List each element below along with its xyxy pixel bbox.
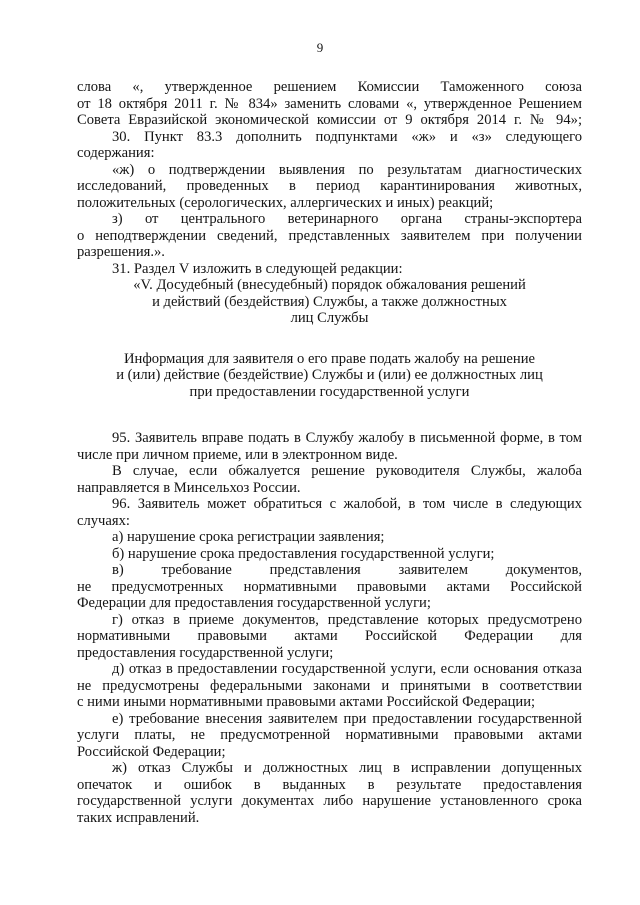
- text-line: положительных (серологических, аллергических и иных) реакций;: [77, 194, 494, 211]
- list-item: г) отказ в приеме документов, представление которых предусмотрено: [112, 611, 582, 628]
- section-title: и действий (бездействия) Службы, а также должностных: [152, 293, 507, 310]
- list-item: е) требование внесения заявителем при предоставлении государственной: [112, 710, 582, 727]
- text-line: с ними иными нормативными правовыми актами Российской Федерации;: [77, 694, 536, 710]
- text-line: 31. Раздел V изложить в следующей редакции:: [112, 260, 403, 277]
- text-line: Совета Евразийской экономической комиссии от 9 октября 2014 г. № 94»;: [77, 112, 582, 128]
- text-line: содержания:: [77, 145, 155, 161]
- text-line: о неподтверждении сведений, представленных заявителем при получении: [77, 227, 582, 244]
- list-item: б) нарушение срока предоставления государственной услуги;: [112, 545, 495, 562]
- text-line: разрешения.».: [77, 244, 165, 260]
- list-item: а) нарушение срока регистрации заявления;: [112, 529, 385, 545]
- text-line: от 18 октября 2011 г. № 834» заменить словами «, утвержденное Решением: [77, 95, 582, 112]
- text-line: Российской Федерации;: [77, 743, 226, 760]
- text-line: слова «, утвержденное решением Комиссии Таможенного союза: [77, 79, 582, 95]
- text-line: исследований, проведенных в период карантинирования животных,: [77, 178, 582, 194]
- section-title: лиц Службы: [290, 310, 369, 326]
- subheading: и (или) действие (бездействие) Службы и (или) ее должностных лиц: [116, 367, 543, 383]
- list-item: ж) отказ Службы и должностных лиц в исправлении допущенных: [112, 760, 582, 776]
- text-line: з) от центрального ветеринарного органа страны-экспортера: [112, 211, 582, 227]
- text-line: случаях:: [77, 512, 130, 529]
- text-line: не предусмотренных нормативными правовыми актами Российской: [77, 578, 582, 595]
- list-item: в) требование представления заявителем документов,: [112, 562, 582, 578]
- subheading: при предоставлении государственной услуги: [189, 383, 470, 400]
- text-line: таких исправлений.: [77, 809, 200, 826]
- page-number: 9: [316, 40, 324, 55]
- text-line: нормативными правовыми актами Российской Федерации для: [77, 628, 582, 644]
- text-line: направляется в Минсельхоз России.: [77, 479, 301, 496]
- text-line: 30. Пункт 83.3 дополнить подпунктами «ж» и «з» следующего: [112, 128, 582, 145]
- text-line: не предусмотрены федеральными законами и принятыми в соответствии: [77, 677, 582, 694]
- text-line: В случае, если обжалуется решение руководителя Службы, жалоба: [112, 463, 582, 479]
- section-title: «V. Досудебный (внесудебный) порядок обжалования решений: [133, 277, 526, 293]
- text-line: опечаток и ошибок в выданных в результате предоставления: [77, 776, 582, 793]
- document-body: [77, 79, 582, 826]
- text-line: Федерации для предоставления государственной услуги;: [77, 595, 431, 611]
- subheading: Информация для заявителя о его праве подать жалобу на решение: [124, 350, 535, 367]
- text-line: числе при личном приеме, или в электронном виде.: [77, 446, 398, 463]
- list-item: д) отказ в предоставлении государственной услуги, если основания отказа: [112, 661, 582, 677]
- text-line: 95. Заявитель вправе подать в Службу жалобу в письменной форме, в том: [112, 430, 582, 446]
- text-line: предоставления государственной услуги;: [77, 644, 334, 661]
- text-line: 96. Заявитель может обратиться с жалобой, в том числе в следующих: [112, 496, 582, 512]
- text-line: «ж) о подтверждении выявления по результатам диагностических: [112, 161, 582, 178]
- text-line: государственной услуги документах либо нарушение установленного срока: [77, 793, 582, 809]
- text-line: услуги платы, не предусмотренной нормативными правовыми актами: [77, 727, 582, 743]
